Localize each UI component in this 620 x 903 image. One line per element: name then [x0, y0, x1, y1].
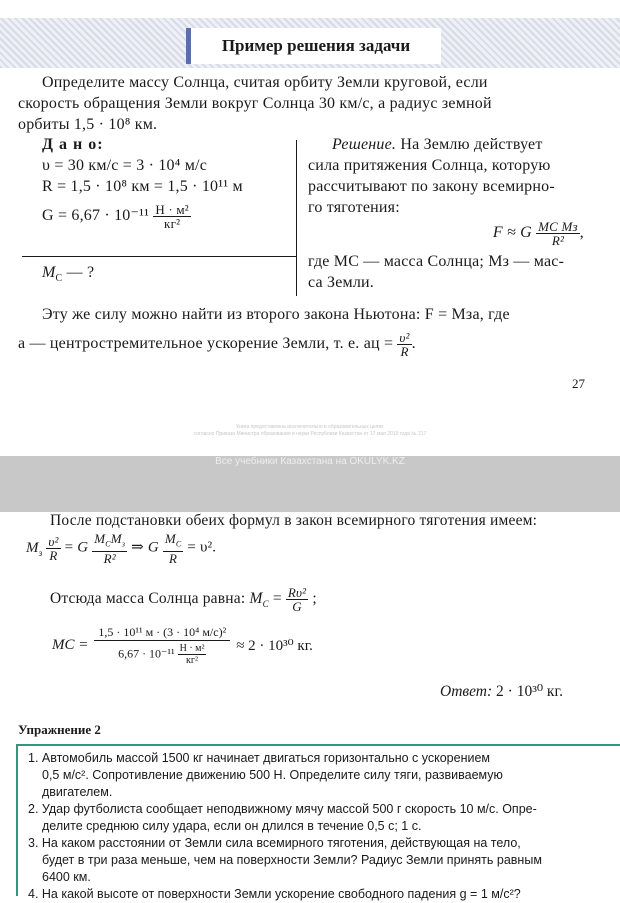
given-G-fraction [153, 203, 191, 230]
solution-line-1: На Землю действует [396, 136, 543, 153]
page2-eq2-den-den: кг² [186, 655, 199, 666]
exercise-line: 4. На какой высоте от поверхности Земли ускорение свободного падения g = 1 м/с²? [28, 887, 521, 901]
given-v: υ = 30 км/с = 3 · 10⁴ м/с [42, 157, 207, 174]
exercise-line: 6400 км. [42, 870, 91, 884]
given-vertical-divider [296, 140, 297, 296]
exercise-line: двигателем. [42, 785, 113, 799]
given-G [42, 203, 292, 230]
exercise-line: будет в три раза меньше, чем на поверхности Земли? Радиус Земли принять равным [42, 853, 542, 867]
given-find [42, 262, 94, 289]
given-find-suffix: — ? [62, 264, 95, 281]
solution-line-2: сила притяжения Солнца, которую [308, 157, 551, 174]
solution-formula-num: MС Mз [538, 219, 578, 234]
page-number: 27 [572, 376, 585, 391]
given-find-M: M [42, 264, 56, 281]
page-title: Пример решения задачи [186, 28, 441, 64]
given-G-prefix: G = 6,67 · 10⁻¹¹ [42, 207, 150, 225]
watermark-small-1: Книга предоставлена исключительно в образовательных целях [236, 424, 384, 430]
page2-eq2-left: MС = [52, 636, 89, 653]
exercise-list [28, 750, 604, 903]
page2-line-1: После подстановки обеих формул в закон всемирного тяготения имеем: [50, 512, 538, 529]
newton-frac-den: R [400, 344, 409, 359]
solution-line-4: го тяготения: [308, 199, 400, 216]
given-G-num: Н · м² [155, 202, 189, 217]
page2-eq2-den-prefix: 6,67 · 10⁻¹¹ [118, 646, 175, 661]
page2-eq2-right: ≈ 2 · 10³⁰ кг. [236, 637, 313, 654]
given-R: R = 1,5 · 10⁸ км = 1,5 · 10¹¹ м [42, 178, 243, 195]
given-G-den: кг² [164, 216, 181, 231]
solution-formula-prefix: F ≈ G [492, 224, 532, 242]
newton-paragraph [18, 304, 610, 358]
problem-line-1: Определите массу Солнца, считая орбиту Земли круговой, если [42, 74, 488, 91]
exercise-line: 3. На каком расстоянии от Земли сила всемирного тяготения, действующая на тело, [28, 836, 521, 850]
solution-formula: F ≈ G $\frac{\text{MС Mз}}{\text{R²}}$ , [492, 219, 584, 248]
solution-line-3: рассчитывают по закону всемирно- [308, 178, 555, 195]
given-label: Д а н о: [42, 136, 104, 153]
page2-eq2-num: 1,5 · 10¹¹ м · (3 · 10⁴ м/с)² [94, 624, 230, 641]
watermark-site: Все учебники Казахстана на OKULYK.KZ [215, 456, 405, 467]
watermark-small [130, 424, 490, 438]
exercise-line: 1. Автомобиль массой 1500 кг начинает двигаться горизонтально с ускорением [28, 751, 491, 765]
newton-line-1: Эту же силу можно найти из второго закона Ньютона: F = Mзa, где [42, 306, 510, 323]
solution-line-5: где MС — масса Солнца; Mз — мас- [308, 253, 565, 270]
exercise-line: 2. Удар футболиста сообщает неподвижному мячу массой 500 г скорость 10 м/с. Опре- [28, 802, 537, 816]
exercise-line: делите среднюю силу удара, если он длился в течение 0,5 с; 1 с. [42, 819, 422, 833]
page2-line-2: Отсюда масса Солнца равна: $M_С$ = $\frac{\text{Rυ²}}{G}$ ; [50, 585, 317, 614]
solution-formula-den: R² [551, 233, 565, 248]
answer-label: Ответ: [440, 683, 493, 700]
solution-block [308, 134, 596, 293]
watermark-small-2: согласно Приказа Министра образования и науки Республики Казахстан от 17 мая 2019 года № 217 [193, 431, 427, 437]
page2-eq2 [52, 624, 313, 666]
newton-frac-num: υ² [399, 330, 410, 345]
newton-fraction [397, 331, 411, 358]
exercise-title: Упражнение 2 [18, 722, 101, 737]
newton-line-2-text: a — центростремительное ускорение Земли, т. е. aц = [18, 335, 394, 353]
newton-line-2: a — центростремительное ускорение Земли, т. е. aц = $\frac{\text{υ²}}{R}$ . [18, 330, 416, 359]
problem-statement [18, 72, 608, 135]
page2-answer [440, 682, 563, 701]
page2-eq2-den-num: Н · м² [179, 643, 205, 654]
exercise-line: 0,5 м/с². Сопротивление движению 500 Н. Определите силу тяги, развиваемую [42, 768, 503, 782]
problem-line-3: орбиты 1,5 · 10⁸ км. [18, 116, 158, 133]
given-find-sub: С [55, 273, 63, 285]
problem-line-2: скорость обращения Земли вокруг Солнца 30 км/с, а радиус земной [18, 95, 492, 112]
page2-eq1: $M_з$ $\frac{\text{υ²}}{R}$ = G $\frac{M_СM_з}{\text{R²}}$ ⇒ G $\frac{M_С}{R}$ = υ². [26, 531, 217, 566]
solution-line-6: са Земли. [308, 274, 374, 291]
answer-value: 2 · 10³⁰ кг. [492, 683, 563, 700]
given-divider [22, 256, 296, 257]
solution-label: Решение. [332, 136, 397, 153]
solution-formula-fraction [536, 220, 580, 247]
given-block [42, 134, 292, 230]
